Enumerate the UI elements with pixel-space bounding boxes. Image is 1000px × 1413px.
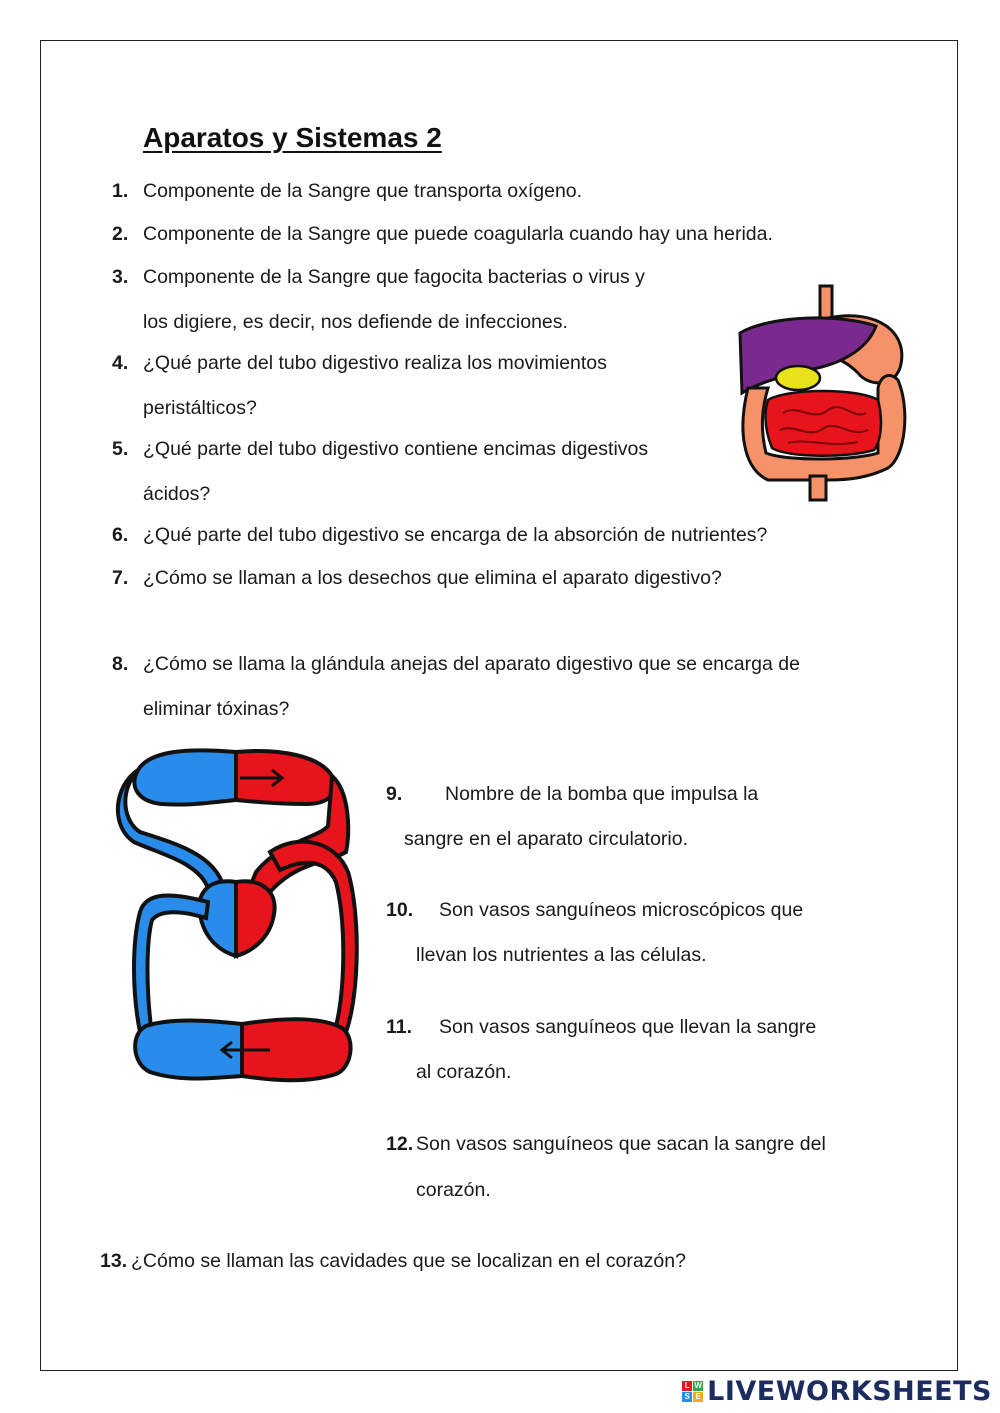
circulatory-system-illustration [110,742,362,1090]
question-4-continuation: peristálticos? [143,397,257,419]
question-number: 5. [112,438,129,460]
question-text: Son vasos sanguíneos microscópicos que [439,899,804,921]
question-text: ¿Qué parte del tubo digestivo se encarga de la absorción de nutrientes? [143,524,768,546]
question-text: Son vasos sanguíneos que sacan la sangre del [416,1133,826,1155]
question-text: ¿Cómo se llaman a los desechos que elimina el aparato digestivo? [143,567,722,589]
logo-letter: W [694,1381,702,1390]
question-text: Componente de la Sangre que fagocita bacterias o virus y [143,266,645,288]
digestive-system-illustration [728,278,918,508]
question-text: Componente de la Sangre que puede coagularla cuando hay una herida. [143,223,773,245]
question-number: 1. [112,180,129,202]
question-text: Son vasos sanguíneos que llevan la sangre [439,1016,817,1038]
question-text: Nombre de la bomba que impulsa la [445,783,759,805]
question-number: 4. [112,352,129,374]
question-number: 8. [112,653,129,675]
question-number: 11. [386,1016,413,1038]
question-10-continuation: llevan los nutrientes a las células. [416,944,707,966]
question-text: ¿Qué parte del tubo digestivo realiza los movimientos [143,352,607,374]
question-number: 9. [386,783,403,805]
page-title: Aparatos y Sistemas 2 [143,122,442,153]
question-number: 10. [386,899,414,921]
logo-letter: L [682,1381,692,1391]
question-number: 13. [100,1250,128,1272]
question-text: ¿Qué parte del tubo digestivo contiene encimas digestivos [143,438,649,460]
question-5-continuation: ácidos? [143,483,211,505]
question-number: 7. [112,567,129,589]
question-number: 12. [386,1133,414,1155]
question-text: ¿Cómo se llaman las cavidades que se localizan en el corazón? [131,1250,686,1272]
question-9-continuation: sangre en el aparato circulatorio. [404,828,688,850]
question-number: 2. [112,223,129,245]
question-8-continuation: eliminar tóxinas? [143,698,290,720]
question-number: 3. [112,266,129,288]
liveworksheets-branding [682,1376,992,1407]
question-text: ¿Cómo se llama la glándula anejas del aparato digestivo que se encarga de [143,653,800,675]
question-text: Componente de la Sangre que transporta oxígeno. [143,180,583,202]
logo-letter: E [693,1392,703,1402]
liveworksheets-logo-icon [682,1381,703,1402]
question-number: 6. [112,524,129,546]
question-12-continuation: corazón. [416,1179,491,1201]
question-11-continuation: al corazón. [416,1061,512,1083]
logo-letter: S [682,1392,692,1402]
question-3-continuation: los digiere, es decir, nos defiende de infecciones. [143,311,568,333]
brand-name: LIVEWORKSHEETS [707,1376,992,1407]
